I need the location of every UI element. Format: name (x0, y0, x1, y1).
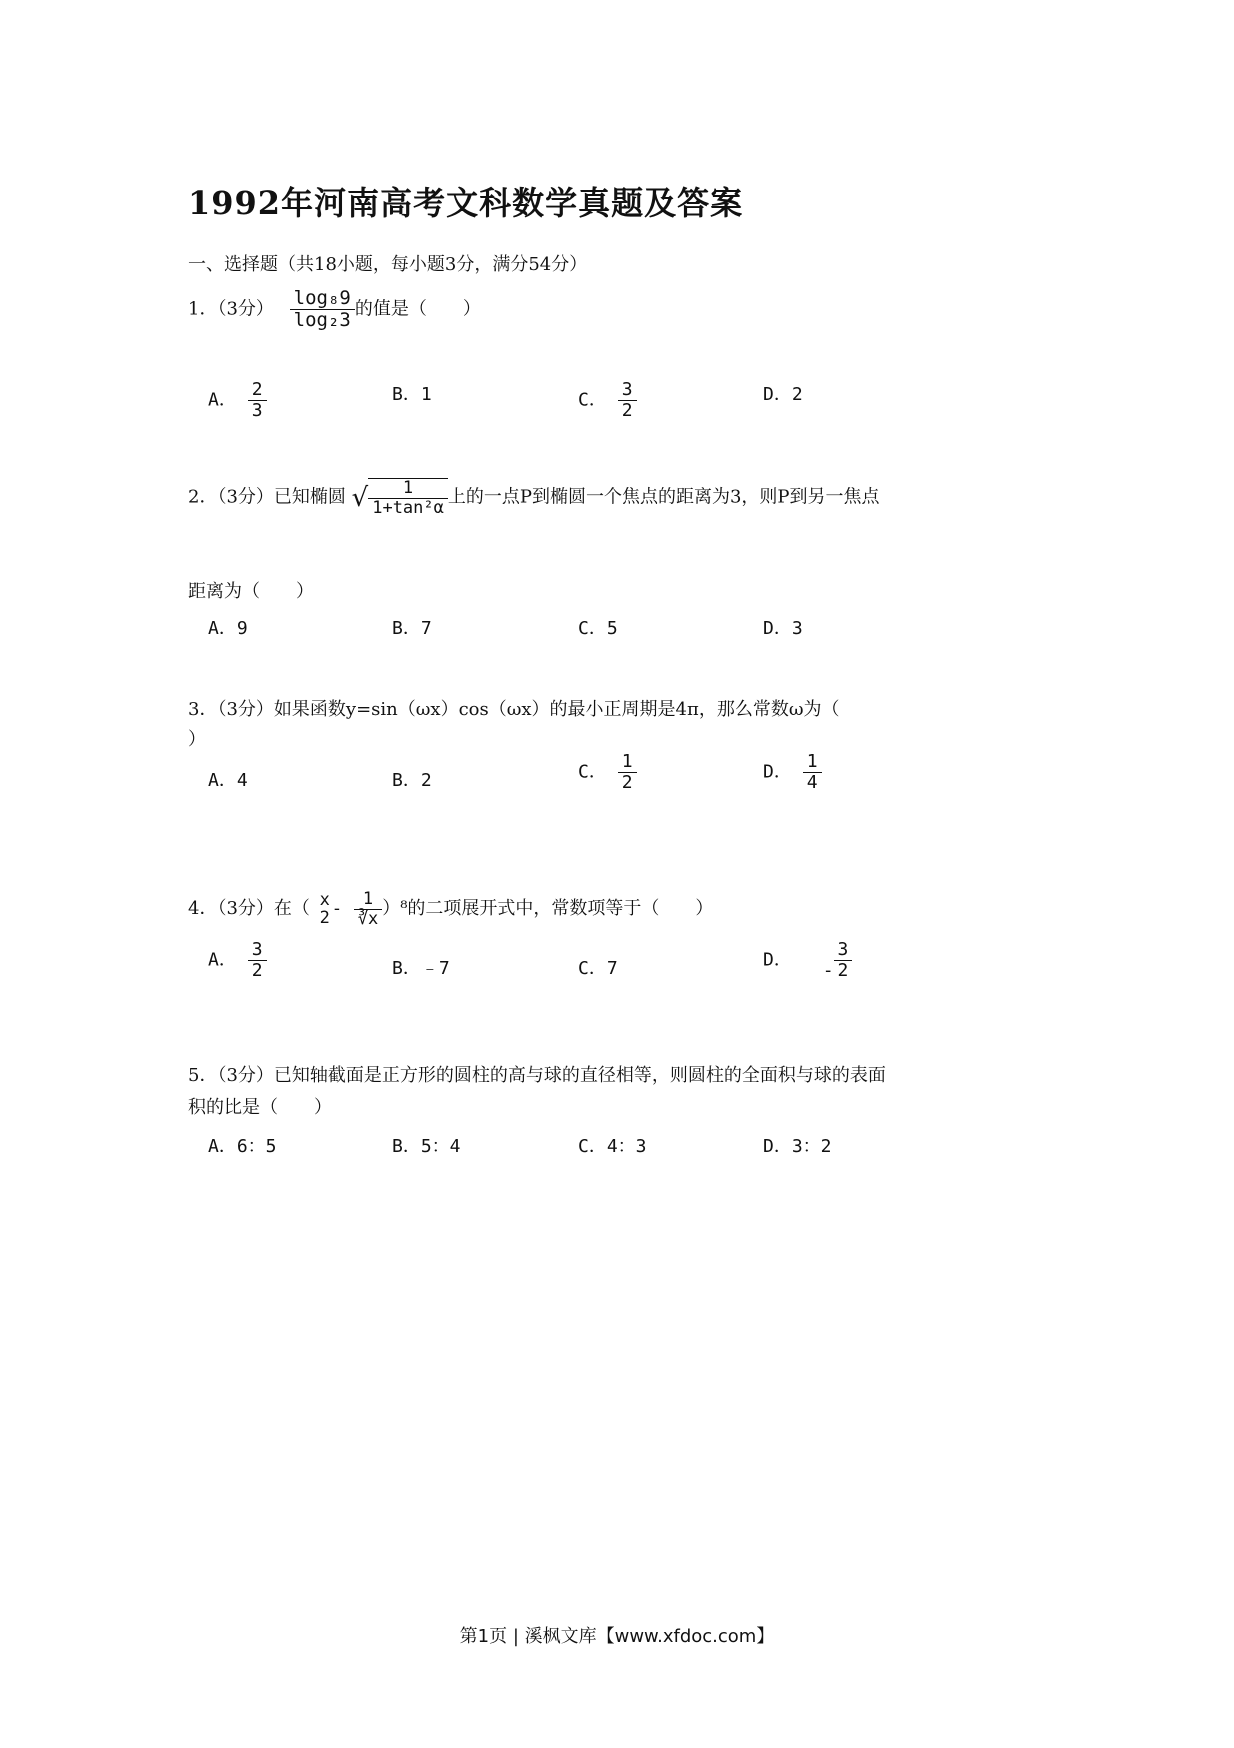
question-number: 5． (188, 1065, 218, 1086)
question-2-line-2: 距离为（ ） (188, 581, 314, 602)
option-label: A． (208, 770, 237, 791)
question-4 (188, 890, 1068, 928)
option-label: A． (208, 618, 237, 639)
option-label: A． (208, 949, 237, 971)
question-stem-before: 在（ (273, 898, 310, 920)
option-b[interactable] (392, 766, 432, 792)
option-label: D． (763, 384, 792, 405)
question-score: （3分） (217, 898, 274, 920)
option-fraction (248, 380, 267, 421)
question-stem: 已知轴截面是正方形的圆柱的高与球的直径相等，则圆柱的全面积与球的表面 (273, 1065, 886, 1086)
option-label: B． (392, 1136, 421, 1157)
question-stem: 如果函数y=sin（ωx）cos（ωx）的最小正周期是4π，那么常数ω为（ (273, 699, 840, 720)
exponent: ）⁸ (382, 898, 408, 920)
fraction-numerator: 1 (803, 752, 822, 773)
question-5 (188, 1064, 1068, 1088)
option-b[interactable] (392, 954, 450, 980)
option-label: B． (392, 770, 421, 791)
option-label: B． (392, 618, 421, 639)
option-text: 9 (236, 618, 248, 639)
question-stem-before: 已知椭圆 (273, 486, 346, 508)
option-b[interactable] (392, 614, 432, 640)
option-label: C． (578, 761, 607, 783)
question-5-line-2: 积的比是（ ） (188, 1097, 332, 1118)
option-text: 2 (791, 384, 803, 405)
option-label: B． (392, 958, 421, 979)
option-label: C． (578, 958, 607, 979)
question-score: （3分） (217, 298, 274, 320)
option-fraction (248, 940, 267, 981)
question-3-line-2: ） (188, 729, 206, 750)
option-text: 3：2 (791, 1136, 832, 1157)
fraction-numerator: 3 (248, 940, 267, 961)
fraction-denominator: ∛x (357, 908, 379, 929)
question-score: （3分） (217, 699, 274, 720)
question-stem: 上的一点P到椭圆一个焦点的距离为3，则P到另一焦点 (447, 486, 880, 508)
option-text: 7 (420, 618, 432, 639)
fraction-numerator: 1 (368, 479, 448, 499)
page-title: 1992年河南高考文科数学真题及答案 (188, 184, 744, 222)
question-score: （3分） (217, 486, 274, 508)
option-c[interactable] (578, 1132, 647, 1158)
option-c[interactable] (578, 954, 618, 980)
option-b[interactable] (392, 380, 432, 406)
option-b[interactable] (392, 1132, 461, 1158)
option-label: D． (763, 949, 792, 971)
option-fraction (834, 940, 853, 981)
minus-sign: - (333, 898, 340, 920)
option-a[interactable] (208, 380, 267, 421)
question-stem: 的值是（ ） (354, 298, 481, 320)
option-label: A． (208, 1136, 237, 1157)
option-label: C． (578, 1136, 607, 1157)
option-label: D． (763, 761, 792, 783)
fraction-denominator: 4 (806, 771, 818, 793)
question-number: 4． (188, 898, 218, 920)
option-a[interactable] (208, 766, 248, 792)
option-c[interactable] (578, 752, 637, 793)
question-3 (188, 698, 1068, 722)
question-number: 1． (188, 298, 218, 320)
section-heading: 一、选择题（共18小题，每小题3分，满分54分） (188, 254, 588, 275)
option-label: D． (763, 618, 792, 639)
option-text: 2 (420, 770, 432, 791)
fraction-numerator: log₈9 (290, 288, 355, 310)
fraction-numerator: 1 (354, 890, 382, 910)
fraction-denominator: 2 (251, 959, 263, 981)
question-score: （3分） (217, 1065, 274, 1086)
fraction-denominator: 2 (621, 399, 633, 421)
log-fraction (290, 288, 355, 331)
cube-root-fraction (354, 890, 382, 928)
option-label: D． (763, 1136, 792, 1157)
option-a[interactable] (208, 1132, 277, 1158)
question-1 (188, 288, 481, 331)
option-text: ﹣7 (420, 958, 450, 979)
option-label: C． (578, 618, 607, 639)
fraction-denominator: 1+tan²α (372, 497, 444, 518)
fraction-numerator: 2 (248, 380, 267, 401)
option-d[interactable] (763, 940, 852, 981)
option-d[interactable] (763, 752, 822, 793)
option-text: 7 (606, 958, 618, 979)
fraction-denominator: log₂3 (293, 308, 351, 331)
fraction-denominator: 2 (837, 959, 849, 981)
option-label: C． (578, 389, 607, 411)
option-c[interactable] (578, 380, 637, 421)
option-text: 4：3 (606, 1136, 647, 1157)
question-2 (188, 478, 1068, 517)
option-text: 6：5 (236, 1136, 277, 1157)
option-fraction (803, 752, 822, 793)
option-label: A． (208, 389, 237, 411)
option-d[interactable] (763, 1132, 832, 1158)
option-text: 5：4 (420, 1136, 461, 1157)
option-a[interactable] (208, 614, 248, 640)
fraction-denominator: 3 (251, 399, 263, 421)
option-a[interactable] (208, 940, 267, 981)
fraction-numerator: 3 (834, 940, 853, 961)
fraction-numerator: 3 (618, 380, 637, 401)
option-text: 3 (791, 618, 803, 639)
option-fraction (618, 752, 637, 793)
question-number: 2． (188, 486, 218, 508)
fraction-denominator: 2 (319, 908, 330, 929)
radical-fraction (368, 478, 448, 517)
fraction-numerator: x (319, 889, 330, 910)
fraction-denominator: 2 (621, 771, 633, 793)
x-over-2-fraction (316, 891, 334, 928)
fraction-numerator: 1 (618, 752, 637, 773)
option-label: B． (392, 384, 421, 405)
option-fraction (618, 380, 637, 421)
page-footer: 第1页 | 溪枫文库【www.xfdoc.com】 (459, 1626, 775, 1647)
question-number: 3． (188, 699, 218, 720)
option-text: 4 (236, 770, 248, 791)
negative-sign: - (822, 959, 834, 981)
question-stem: 的二项展开式中，常数项等于（ ） (407, 898, 714, 920)
option-d[interactable] (763, 614, 803, 640)
radical-sign: √ (351, 482, 369, 513)
option-text: 5 (606, 618, 618, 639)
option-d[interactable] (763, 380, 803, 406)
option-text: 1 (420, 384, 432, 405)
option-c[interactable] (578, 614, 618, 640)
